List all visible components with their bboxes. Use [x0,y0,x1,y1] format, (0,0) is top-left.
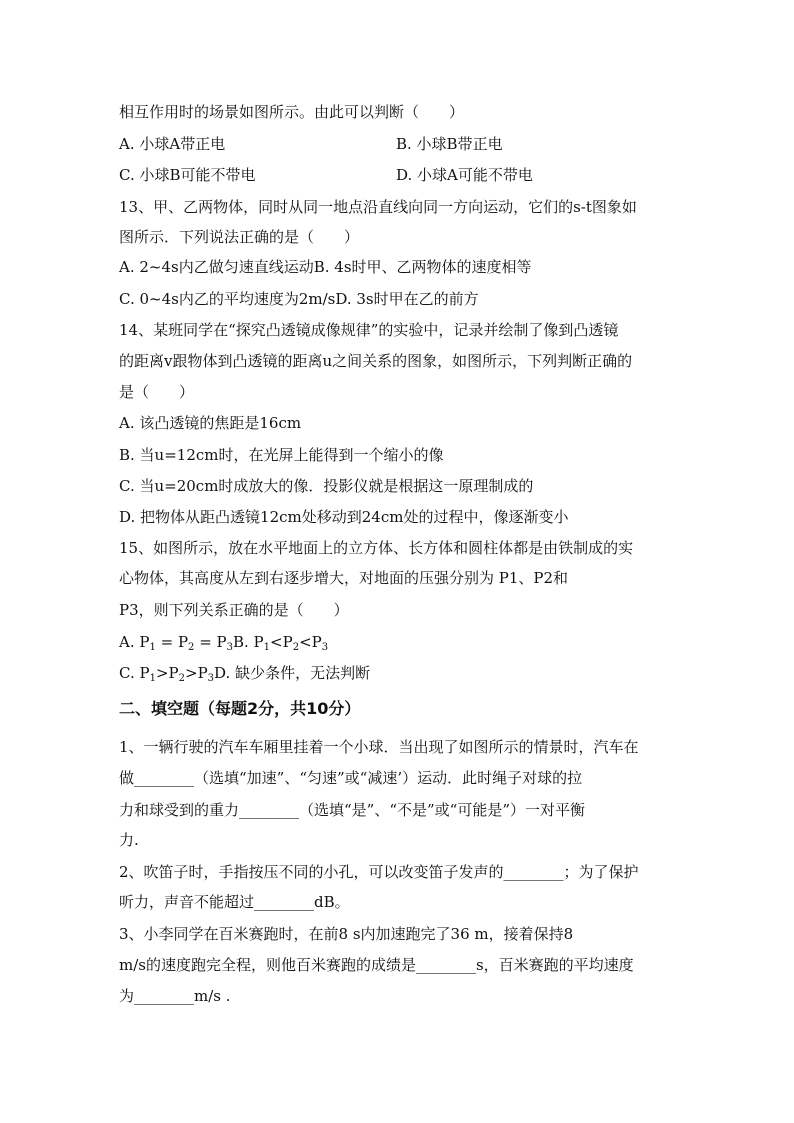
q14-option-b: B. 当u=12cm时，在光屏上能得到一个缩小的像 [119,446,444,464]
fill-3-line2: m/s的速度跑完全程，则他百米赛跑的成绩是________s，百米赛跑的平均速度 [119,956,634,974]
question-15-stem-line3: P3，则下列关系正确的是（ ） [119,601,349,619]
q14-option-d: D. 把物体从距凸透镜12cm处移动到24cm处的过程中，像逐渐变小 [119,508,569,526]
question-15-stem-line2: 心物体，其高度从左到右逐步增大，对地面的压强分别为 P1、P2和 [119,569,569,587]
q13-options-ab: A. 2~4s内乙做匀速直线运动B. 4s时甲、乙两物体的速度相等 [119,258,532,276]
question-14-stem-line2: 的距离v跟物体到凸透镜的距离u之间关系的图象，如图所示，下列判断正确的 [119,352,633,370]
question-14-stem-line1: 14、某班同学在“探究凸透镜成像规律”的实验中，记录并绘制了像到凸透镜 [119,321,619,339]
fill-1-line3: 力和球受到的重力________（选填“是”、“不是”或“可能是”）一对平衡 [119,801,586,819]
fill-1-line4: 力. [119,831,139,849]
q12-option-a: A. 小球A带正电 [119,135,226,153]
fill-2-line2: 听力，声音不能超过________dB。 [119,893,350,911]
question-14-stem-line3: 是（ ） [119,383,195,401]
q13-options-cd: C. 0~4s内乙的平均速度为2m/sD. 3s时甲在乙的前方 [119,290,479,308]
q12-option-d: D. 小球A可能不带电 [396,166,533,184]
fill-1-line1: 1、一辆行驶的汽车车厢里挂着一个小球．当出现了如图所示的情景时，汽车在 [119,738,639,756]
question-13-stem-line1: 13、甲、乙两物体，同时从同一地点沿直线向同一方向运动，它们的s-t图象如 [119,198,637,216]
fill-3-line3: 为________m/s . [119,987,231,1005]
question-12-stem-end: 相互作用时的场景如图所示。由此可以判断（ ） [119,103,465,121]
fill-1-line2: 做________（选填“加速”、“匀速”或“减速’）运动．此时绳子对球的拉 [119,769,583,787]
q15-options-ab: A. $P_1 = P_2 = P_3B$. $P_1<P_2<P_3$ [119,633,329,653]
q14-option-a: A. 该凸透镜的焦距是16cm [119,414,302,432]
q12-option-c: C. 小球B可能不带电 [119,166,256,184]
q15-options-cd: C. $P_1>P_2>P_3D$. 缺少条件，无法判断 [119,664,371,684]
question-15-stem-line1: 15、如图所示，放在水平地面上的立方体、长方体和圆柱体都是由铁制成的实 [119,539,634,557]
fill-3-line1: 3、小李同学在百米赛跑时，在前8 s内加速跑完了36 m，接着保持8 [119,925,574,943]
fill-2-line1: 2、吹笛子时，手指按压不同的小孔，可以改变笛子发声的________；为了保护 [119,863,639,881]
q12-option-b: B. 小球B带正电 [396,135,503,153]
q14-option-c: C. 当u=20cm时成放大的像．投影仪就是根据这一原理制成的 [119,477,534,495]
section-heading-fill-in: 二、填空题（每题2分，共10分） [119,699,361,718]
question-13-stem-line2: 图所示．下列说法正确的是（ ） [119,228,360,246]
